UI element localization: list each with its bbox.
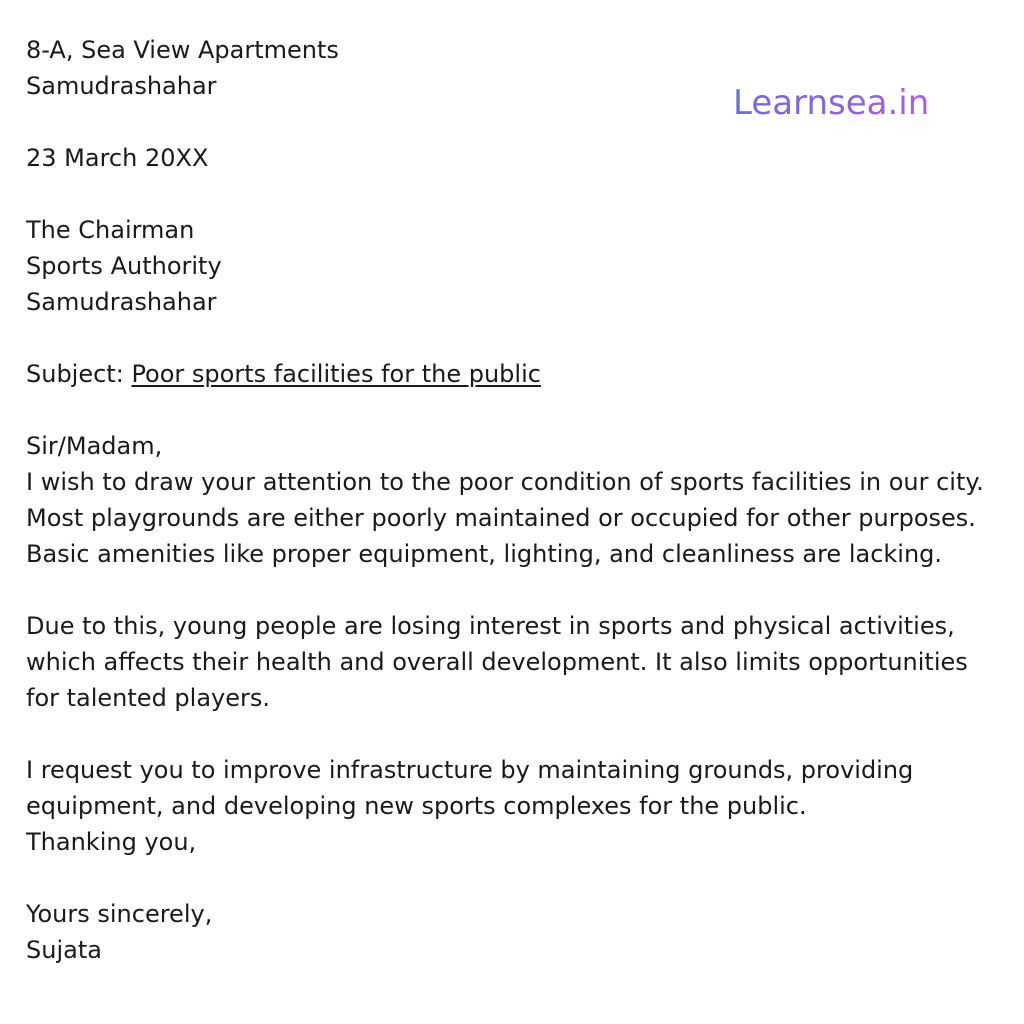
sender-address-line-2: Samudrashahar bbox=[26, 72, 217, 100]
spacer bbox=[26, 716, 1006, 752]
spacer bbox=[26, 176, 1006, 212]
spacer bbox=[26, 860, 1006, 896]
body-paragraph-2: Due to this, young people are losing interest in sports and physical activities, which affects their health and overall development. It also limits opportunities for talented players. bbox=[26, 612, 968, 712]
spacer bbox=[26, 572, 1006, 608]
watermark-text: Learnsea.in bbox=[733, 83, 930, 123]
letter bbox=[26, 32, 1006, 968]
closing: Yours sincerely, bbox=[26, 900, 213, 928]
body-paragraph-1: I wish to draw your attention to the poor condition of sports facilities in our city. Most playgrounds are either poorly maintained or occupied for other purposes. Basic amenities like proper equipment, lighting, and cleanliness are lacking. bbox=[26, 468, 984, 568]
recipient-line-1: The Chairman bbox=[26, 216, 195, 244]
body-paragraph-3: I request you to improve infrastructure by maintaining grounds, providing equipment, and developing new sports complexes for the public. bbox=[26, 756, 914, 820]
sender-address-line-1: 8-A, Sea View Apartments bbox=[26, 36, 339, 64]
closing-thanks: Thanking you, bbox=[26, 828, 197, 856]
signature: Sujata bbox=[26, 936, 102, 964]
letter-date: 23 March 20XX bbox=[26, 144, 209, 172]
salutation: Sir/Madam, bbox=[26, 432, 163, 460]
spacer bbox=[26, 320, 1006, 356]
recipient-address bbox=[26, 212, 1006, 320]
spacer bbox=[26, 392, 1006, 428]
subject-label: Subject: bbox=[26, 360, 132, 388]
subject-text: Poor sports facilities for the public bbox=[131, 360, 541, 388]
subject-line bbox=[26, 356, 1006, 392]
recipient-line-2: Sports Authority bbox=[26, 252, 222, 280]
recipient-line-3: Samudrashahar bbox=[26, 288, 217, 316]
